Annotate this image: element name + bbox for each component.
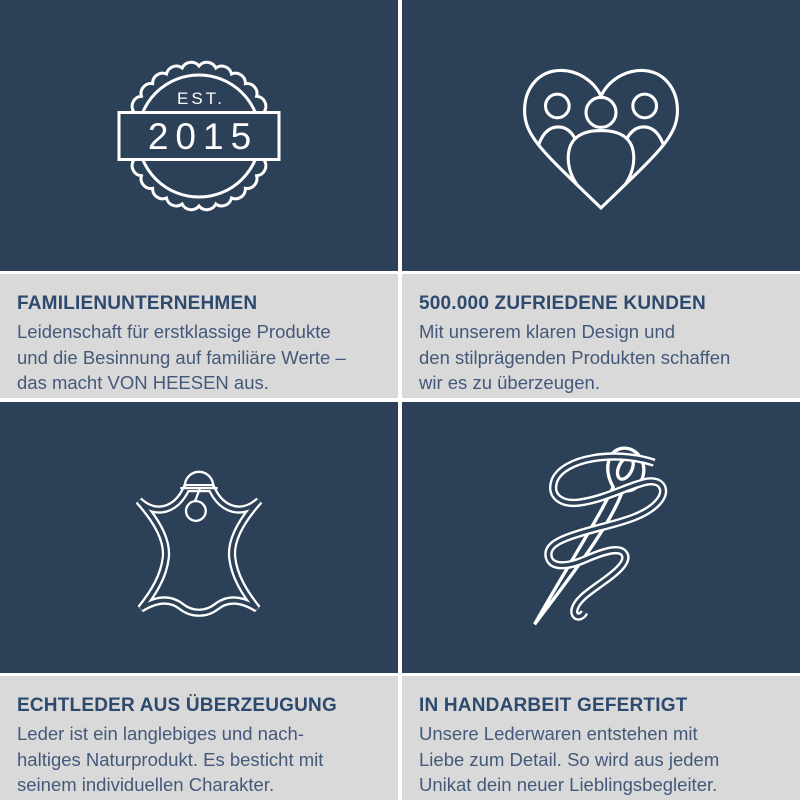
badge-year-label: 2015 (147, 115, 259, 157)
person-center-head (586, 97, 616, 127)
text-panel-handarbeit (402, 676, 800, 800)
card-body-line: das macht VON HEESEN aus. (17, 372, 269, 393)
card-body-line: Liebe zum Detail. So wird aus jedem (419, 748, 720, 770)
person-right-head (633, 94, 657, 118)
card-body-line: seinem individuellen Charakter. (17, 774, 275, 795)
text-panel-zufriedene-kunden (402, 274, 800, 398)
icon-panel-leather-hide (0, 402, 398, 673)
icon-panel-heart-family (402, 0, 800, 271)
person-left-head (545, 94, 569, 118)
heart-family-icon (510, 54, 692, 218)
card-body-line: wir es zu überzeugen. (419, 372, 600, 393)
card-body-line: Unsere Lederwaren entstehen mit (419, 723, 698, 744)
card-body-line: Leder ist ein langlebiges und nach- (17, 723, 304, 744)
card-body-line: Unikat dein neuer Lieblingsbegleiter. (419, 774, 718, 795)
card-heading: 500.000 ZUFRIEDENE KUNDEN (419, 293, 706, 314)
icon-panel-est-2015 (0, 0, 398, 271)
card-body-line: Mit unserem klaren Design und (419, 321, 676, 342)
leather-hide-icon (124, 457, 274, 619)
text-panel-familienunternehmen (0, 274, 398, 398)
feature-card-handarbeit (402, 402, 800, 800)
feature-card-familienunternehmen (0, 0, 398, 398)
card-body-line: haltiges Naturprodukt. Es besticht mit (17, 748, 324, 770)
icon-panel-needle-thread (402, 402, 800, 673)
badge-est-label: EST. (177, 88, 225, 108)
card-body-line: Leidenschaft für erstklassige Produkte (17, 321, 331, 342)
card-body-line: und die Besinnung auf familiäre Werte – (17, 346, 346, 368)
est-2015-badge-icon (91, 51, 307, 221)
person-center-body (568, 130, 634, 208)
feature-card-echtleder (0, 402, 398, 800)
card-heading: FAMILIENUNTERNEHMEN (17, 293, 258, 314)
card-heading: IN HANDARBEIT GEFERTIGT (419, 695, 688, 716)
text-panel-echtleder (0, 676, 398, 800)
thread-inner (548, 456, 663, 616)
card-heading: ECHTLEDER AUS ÜBERZEUGUNG (17, 695, 337, 716)
hide-outline-outer (139, 488, 259, 613)
feature-card-zufriedene-kunden (402, 0, 800, 398)
card-body-line: den stilprägenden Produkten schaffen (419, 346, 731, 368)
hide-hole (186, 501, 206, 521)
needle-thread-icon (525, 445, 677, 631)
